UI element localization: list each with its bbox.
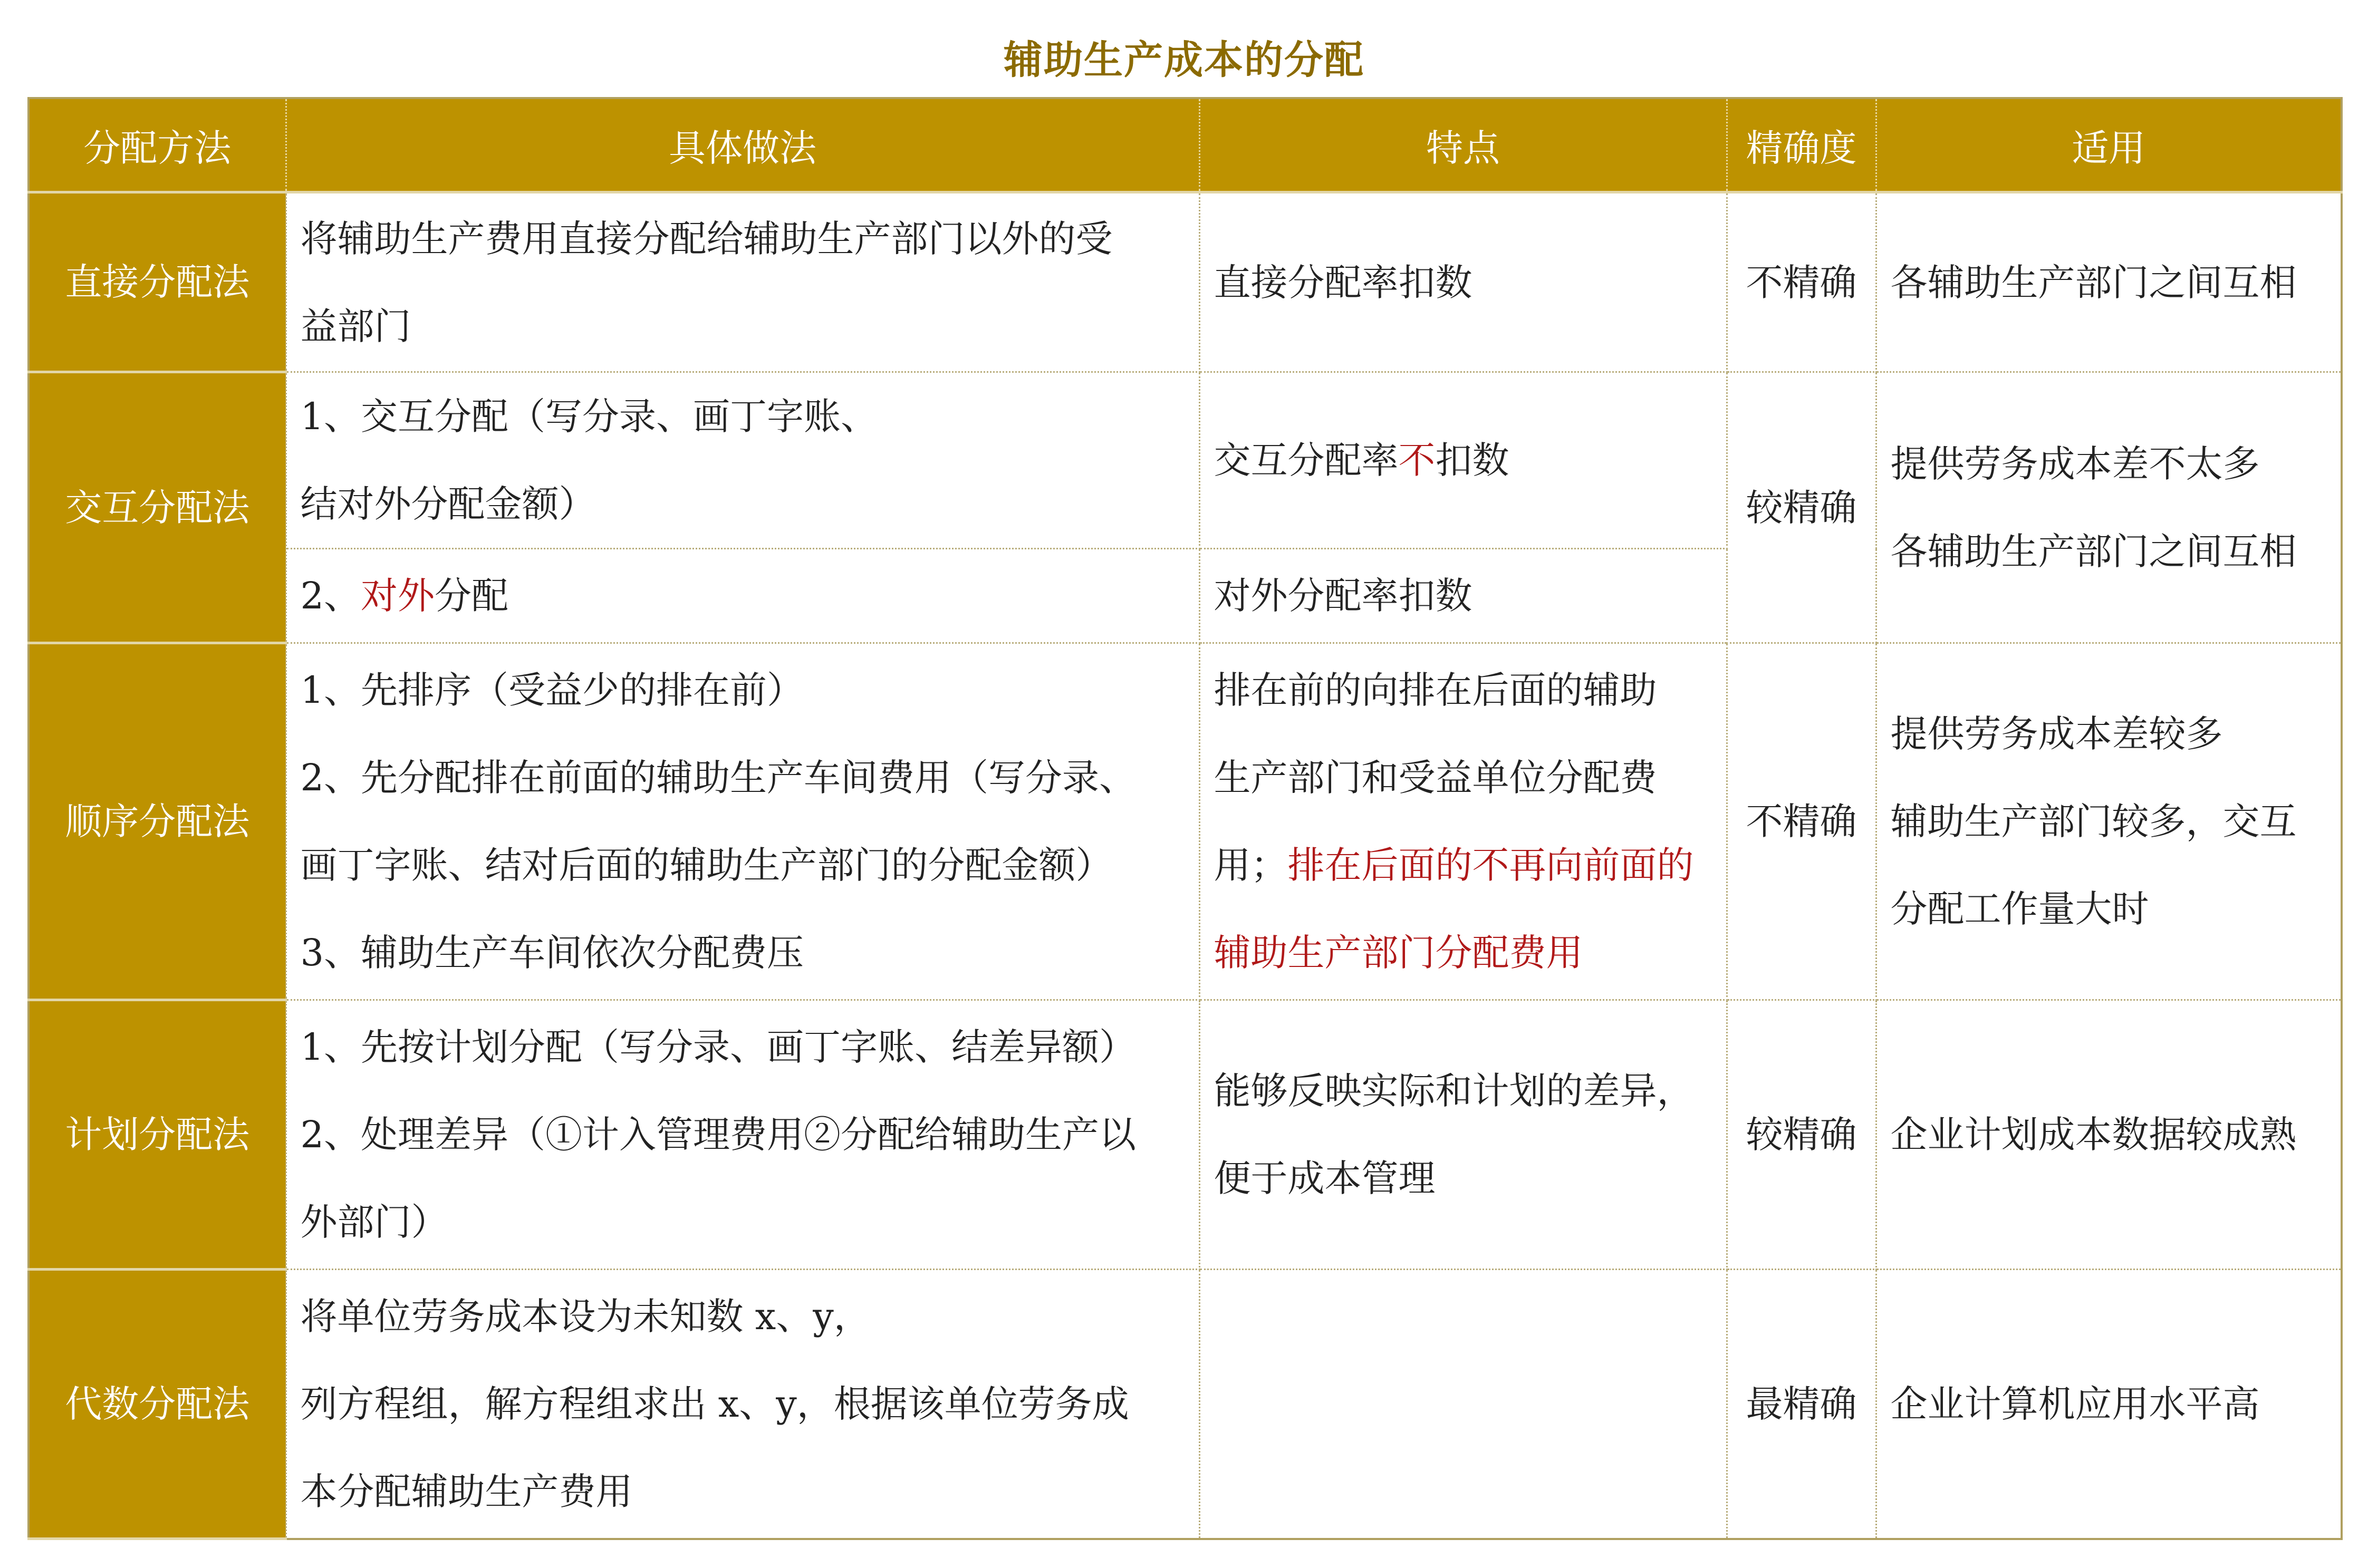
practice-text: 分配 — [435, 574, 509, 617]
table-row-planned — [28, 1000, 2342, 1270]
practice-cell — [286, 192, 1199, 372]
header-precision: 精确度 — [1727, 98, 1876, 192]
practice-line: 将单位劳务成本设为未知数 x、y， — [300, 1294, 871, 1338]
feature-text: 扣数 — [1435, 439, 1509, 482]
header-feature: 特点 — [1199, 98, 1727, 192]
feature-text: 交互分配率 — [1214, 439, 1399, 482]
applicable-cell: 企业计划成本数据较成熟 — [1876, 1000, 2342, 1270]
practice-cell — [286, 549, 1199, 643]
feature-cell — [1199, 643, 1727, 1000]
table-row-direct — [28, 192, 2342, 372]
applicable-line: 分配工作量大时 — [1890, 887, 2149, 931]
feature-highlight: 排在后面的不再向前面的 — [1287, 844, 1694, 887]
practice-cell — [286, 643, 1199, 1000]
applicable-cell: 企业计算机应用水平高 — [1876, 1270, 2342, 1539]
practice-line: 外部门） — [300, 1201, 448, 1244]
method-cell: 代数分配法 — [28, 1270, 286, 1539]
header-applicable: 适用 — [1876, 98, 2342, 192]
applicable-cell: 各辅助生产部门之间互相 — [1876, 192, 2342, 372]
method-cell: 交互分配法 — [28, 372, 286, 643]
table-row-interactive — [28, 372, 2342, 549]
header-row — [28, 98, 2342, 192]
header-method: 分配方法 — [28, 98, 286, 192]
precision-cell — [1727, 643, 1876, 1000]
feature-cell: 对外分配率扣数 — [1199, 549, 1727, 643]
method-cell: 顺序分配法 — [28, 643, 286, 1000]
applicable-cell — [1876, 643, 2342, 1000]
applicable-line: 各辅助生产部门之间互相 — [1890, 529, 2297, 573]
practice-line: 益部门 — [300, 304, 411, 348]
feature-highlight: 不 — [1398, 439, 1436, 482]
practice-line: 画丁字账、结对后面的辅助生产部门的分配金额） — [300, 844, 1113, 887]
practice-cell — [286, 1270, 1199, 1539]
feature-line — [1214, 821, 1712, 909]
precision-value: 不精确 — [1746, 260, 1857, 304]
feature-line: 生产部门和受益单位分配费 — [1214, 756, 1657, 799]
practice-line: 2、先分配排在前面的辅助生产车间费用（写分录、 — [300, 756, 1137, 799]
precision-value: 不精确 — [1746, 800, 1857, 843]
precision-cell — [1727, 1000, 1876, 1270]
feature-cell: 直接分配率扣数 — [1199, 192, 1727, 372]
precision-cell — [1727, 1270, 1876, 1539]
table-row-algebraic — [28, 1270, 2342, 1539]
practice-line: 1、先排序（受益少的排在前） — [300, 669, 804, 712]
allocation-table — [27, 97, 2343, 1540]
feature-line: 便于成本管理 — [1214, 1157, 1436, 1200]
header-practice: 具体做法 — [286, 98, 1199, 192]
feature-cell — [1199, 1000, 1727, 1270]
precision-cell — [1727, 372, 1876, 643]
precision-value: 较精确 — [1746, 1113, 1857, 1156]
feature-line: 排在前的向排在后面的辅助 — [1214, 669, 1657, 712]
practice-line: 结对外分配金额） — [300, 482, 596, 526]
applicable-line: 辅助生产部门较多，交互 — [1890, 800, 2297, 843]
applicable-line: 提供劳务成本差较多 — [1890, 712, 2223, 756]
practice-cell — [286, 1000, 1199, 1270]
practice-line: 1、先按计划分配（写分录、画丁字账、结差异额） — [300, 1025, 1137, 1069]
method-cell: 直接分配法 — [28, 192, 286, 372]
precision-value: 最精确 — [1746, 1382, 1857, 1426]
feature-highlight: 辅助生产部门分配费用 — [1214, 931, 1583, 974]
page-title: 辅助生产成本的分配 — [1004, 37, 1364, 83]
feature-text: 用； — [1214, 844, 1288, 887]
precision-cell — [1727, 192, 1876, 372]
practice-line: 本分配辅助生产费用 — [300, 1469, 633, 1513]
method-cell: 计划分配法 — [28, 1000, 286, 1270]
practice-line: 列方程组，解方程组求出 x、y，根据该单位劳务成 — [300, 1382, 1129, 1426]
feature-cell — [1199, 372, 1727, 549]
applicable-cell — [1876, 372, 2342, 643]
precision-value: 较精确 — [1746, 486, 1857, 529]
feature-cell — [1199, 1270, 1727, 1539]
practice-line: 将辅助生产费用直接分配给辅助生产部门以外的受 — [300, 217, 1113, 260]
practice-line: 3、辅助生产车间依次分配费压 — [300, 931, 804, 974]
practice-line: 2、处理差异（①计入管理费用②分配给辅助生产以 — [300, 1113, 1137, 1156]
practice-text: 2、 — [300, 574, 361, 617]
applicable-line: 提供劳务成本差不太多 — [1890, 442, 2260, 486]
practice-line: 1、交互分配（写分录、画丁字账、 — [300, 395, 878, 438]
practice-cell — [286, 372, 1199, 549]
practice-highlight: 对外 — [361, 574, 435, 617]
table-row-sequential — [28, 643, 2342, 1000]
feature-line: 能够反映实际和计划的差异， — [1214, 1069, 1694, 1112]
